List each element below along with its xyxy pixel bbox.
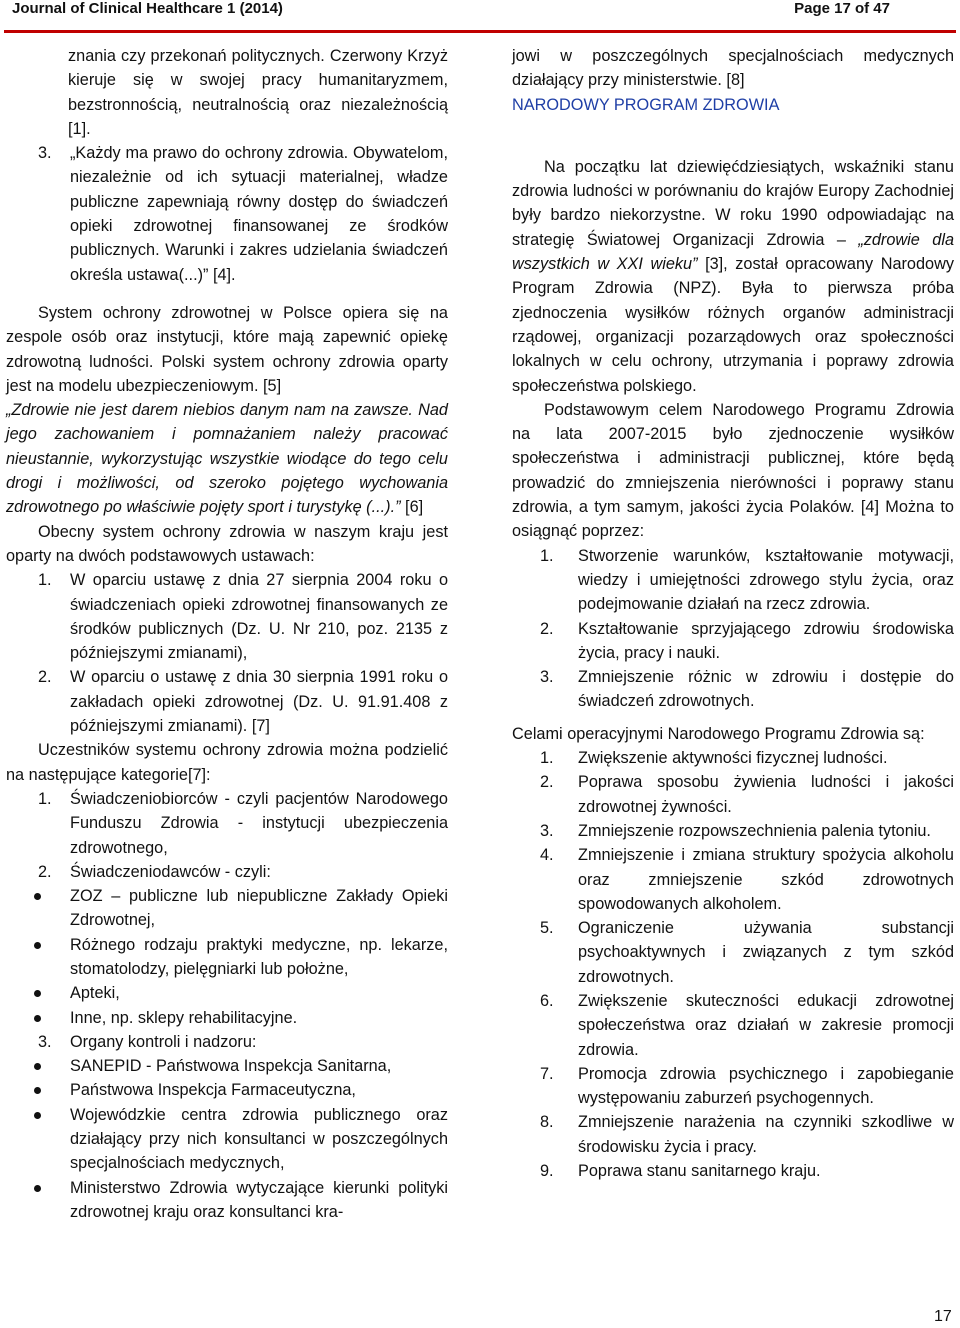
laws-list	[6, 568, 448, 738]
paragraph-cont: znania czy przekonań politycznych. Czerwony Krzyż kieruje się w swojej pracy humanitaryzmem, bezstronnością, neutralnością oraz niezależnością [1].	[68, 47, 448, 138]
bullet-icon	[34, 990, 41, 997]
bullet-text: Apteki,	[70, 984, 120, 1003]
list-item	[512, 770, 954, 819]
list-item	[6, 860, 448, 884]
left-column	[6, 44, 448, 1224]
bullet-item	[6, 981, 448, 1005]
list-item	[512, 1062, 954, 1111]
list-item	[512, 1110, 954, 1159]
list-text: Organy kontroli i nadzoru:	[70, 1032, 257, 1051]
running-header	[4, 0, 956, 33]
list-item	[512, 1159, 954, 1183]
bullet-text: ZOZ – publiczne lub niepubliczne Zakłady Opieki Zdrowotnej,	[70, 887, 448, 930]
list-text: W oparciu ustawę z dnia 27 sierpnia 2004 roku o świadczeniach opieki zdrowotnej finansowanych ze środków publicznych (Dz. U. Nr 210, poz. 2135 z późniejszymi zmianami),	[70, 571, 448, 663]
bullet-icon	[34, 1185, 41, 1192]
page-indicator: Page 17 of 47	[794, 0, 890, 17]
list-item	[512, 617, 954, 666]
paragraph: Obecny system ochrony zdrowia w naszym kraju jest oparty na dwóch podstawowych ustawach:	[6, 522, 448, 565]
list-number: 3.	[540, 821, 554, 840]
bullet-text: Państwowa Inspekcja Farmaceutyczna,	[70, 1081, 356, 1100]
list-number: 9.	[540, 1162, 554, 1181]
quote-text: „Zdrowie nie jest darem niebios danym nam na zawsze. Nad jego zachowaniem i pomnażaniem należy pracować nieustannie, wykorzystując wszystkie wiodące do tego celu drogi i możliwości, od szeroko pojętego wychowania zdrowotnego po właściwie pojęty sport i turystykę (...).”	[6, 401, 448, 517]
list-item	[512, 843, 954, 916]
list-number: 7.	[540, 1064, 554, 1083]
bullet-text: Ministerstwo Zdrowia wytyczające kierunki polityki zdrowotnej kraju oraz konsultanci kra-	[70, 1178, 448, 1221]
bullet-item	[6, 1103, 448, 1176]
paragraph-text: Na początku lat dziewięćdziesiątych, wskaźniki stanu zdrowia ludności w porównaniu do krajów Europy Zachodniej były bardzo niekorzystne. W roku 1990 odpowiadając na strategię Światowej Organizacji Zdrowia –	[512, 157, 954, 249]
list-text: Poprawa stanu sanitarnego kraju.	[578, 1162, 821, 1181]
list-text: Zmniejszenie narażenia na czynniki szkodliwe w środowisku życia i pracy.	[578, 1113, 954, 1156]
list-text: W oparciu o ustawę z dnia 30 sierpnia 1991 roku o zakładach opieki zdrowotnej (Dz. U. 91.91.408 z późniejszymi zmianami). [7]	[70, 668, 448, 736]
list-item	[512, 989, 954, 1062]
list-text: Zmniejszenie i zmiana struktury spożycia alkoholu oraz zmniejszenie szkód zdrowotnych spowodowanych alkoholem.	[578, 846, 954, 913]
bullet-icon	[34, 1015, 41, 1022]
list-text: Świadczeniodawców - czyli:	[70, 862, 271, 881]
paragraph: Celami operacyjnymi Narodowego Programu Zdrowia są:	[512, 724, 925, 743]
list-number: 6.	[540, 991, 554, 1010]
list-number: 8.	[540, 1113, 554, 1132]
list-number: 2.	[38, 862, 52, 881]
list-item	[512, 665, 954, 714]
right-column	[512, 44, 954, 1183]
list-text: Promocja zdrowia psychicznego i zapobieganie występowaniu zaburzeń psychogennych.	[578, 1064, 954, 1108]
list-text: Poprawa sposobu żywienia ludności i jakości zdrowotnej żywności.	[578, 773, 954, 816]
list-number: 4.	[540, 846, 554, 865]
list-item	[6, 141, 448, 287]
bullet-icon	[34, 1087, 41, 1094]
list-number: 3.	[38, 1032, 52, 1051]
bullet-icon	[34, 1063, 41, 1070]
list-number: 1.	[540, 546, 554, 565]
bullet-icon	[34, 942, 41, 949]
paragraph: Uczestników systemu ochrony zdrowia można podzielić na następujące kategorie[7]:	[6, 741, 448, 784]
ways-list	[512, 544, 954, 714]
list-text: Świadczeniobiorców - czyli pacjentów Narodowego Funduszu Zdrowia - instytucji ubezpieczenia zdrowotnego,	[70, 789, 448, 857]
list-text: Zwiększenie skuteczności edukacji zdrowotnej społeczeństwa oraz działań w zakresie promocji zdrowia.	[578, 991, 954, 1059]
list-number: 2.	[540, 773, 554, 792]
bullet-item	[6, 1006, 448, 1030]
bullet-text: Inne, np. sklepy rehabilitacyjne.	[70, 1008, 298, 1027]
list-number: 2.	[540, 619, 554, 638]
list-number: 1.	[540, 749, 554, 768]
quote-paragraph	[6, 398, 448, 519]
bullet-item	[6, 933, 448, 982]
list-number: 5.	[540, 919, 554, 938]
list-number: 3.	[38, 144, 52, 163]
list-item	[6, 568, 448, 665]
list-number: 1.	[38, 789, 52, 808]
paragraph	[512, 155, 954, 398]
bullet-icon	[34, 1112, 41, 1119]
bullet-text: Wojewódzkie centra zdrowia publicznego oraz działający przy nich konsultanci w poszczególnych specjalnościach medycznych,	[70, 1105, 448, 1173]
list-text: „Każdy ma prawo do ochrony zdrowia. Obywatelom, niezależnie od ich sytuacji materialnej, władze publiczne zapewniają równy dostęp do świadczeń opieki zdrowotnej finansowanej ze środków publicznych. Warunki i zakres udzielania świadczeń określa ustawa(...)” [4].	[70, 144, 448, 284]
bullet-item	[6, 1054, 448, 1078]
list-text: Zmniejszenie rozpowszechnienia palenia tytoniu.	[578, 821, 931, 840]
section-heading: NARODOWY PROGRAM ZDROWIA	[512, 95, 780, 114]
list-number: 2.	[38, 668, 52, 687]
page-number: 17	[934, 1308, 952, 1325]
list-item	[512, 544, 954, 617]
quote-text: „zdrowie dla wszystkich w XXI wieku”	[512, 230, 954, 274]
citation: [6]	[400, 498, 424, 517]
list-item	[6, 665, 448, 738]
list-item	[512, 916, 954, 989]
goals-list	[512, 746, 954, 1183]
bullet-text: SANEPID - Państwowa Inspekcja Sanitarna,	[70, 1057, 392, 1076]
list-item	[6, 1030, 448, 1054]
paragraph: System ochrony zdrowotnej w Polsce opiera się na zespole osób oraz instytucji, które mają zapewnić opiekę zdrowotną ludności. Polski system ochrony zdrowia oparty jest na modelu ubezpieczeniowym. [5]	[6, 303, 448, 395]
list-item	[512, 819, 954, 843]
list-item	[6, 787, 448, 860]
list-text: Ograniczenie używania substancji psychoaktywnych i związanych z tym szkód zdrowotnych.	[578, 919, 954, 986]
paragraph-cont: jowi w poszczególnych specjalnościach medycznych działający przy ministerstwie. [8]	[512, 47, 954, 90]
list-item	[512, 746, 954, 770]
list-text: Kształtowanie sprzyjającego zdrowiu środowiska życia, pracy i nauki.	[578, 619, 954, 662]
bullet-item	[6, 1078, 448, 1102]
bullet-text: Różnego rodzaju praktyki medyczne, np. lekarze, stomatolodzy, pielęgniarki lub położne,	[70, 935, 448, 978]
list-number: 1.	[38, 571, 52, 590]
bullet-item	[6, 884, 448, 933]
list-text: Stworzenie warunków, kształtowanie motywacji, wiedzy i umiejętności zdrowego stylu życia, oraz podejmowanie działań na rzecz zdrowia.	[578, 546, 954, 614]
paragraph: Podstawowym celem Narodowego Programu Zdrowia na lata 2007-2015 było zjednoczenie wysiłków społeczeństwa i administracji publicznej, które będą prowadzić do zmniejszenia nierówności i poprawy stanu zdrowia, a tym samym, jakości życia Polaków. [4] Można to osiągnąć poprzez:	[512, 400, 954, 541]
journal-title: Journal of Clinical Healthcare 1 (2014)	[12, 0, 283, 17]
list-text: Zwiększenie aktywności fizycznej ludności.	[578, 749, 888, 768]
paragraph-text: [3], został opracowany Narodowy Program Zdrowia (NPZ). Była to pierwsza próba zjednoczenia wysiłków różnych organów administracji rządowej, organizacji pozarządowych oraz społeczności lokalnych w celu ochrony, utrzymania i poprawy zdrowia społeczeństwa polskiego.	[512, 255, 954, 395]
bullet-icon	[34, 893, 41, 900]
list-number: 3.	[540, 668, 554, 687]
list-text: Zmniejszenie różnic w zdrowiu i dostępie do świadczeń zdrowotnych.	[578, 668, 954, 711]
bullet-item	[6, 1176, 448, 1225]
